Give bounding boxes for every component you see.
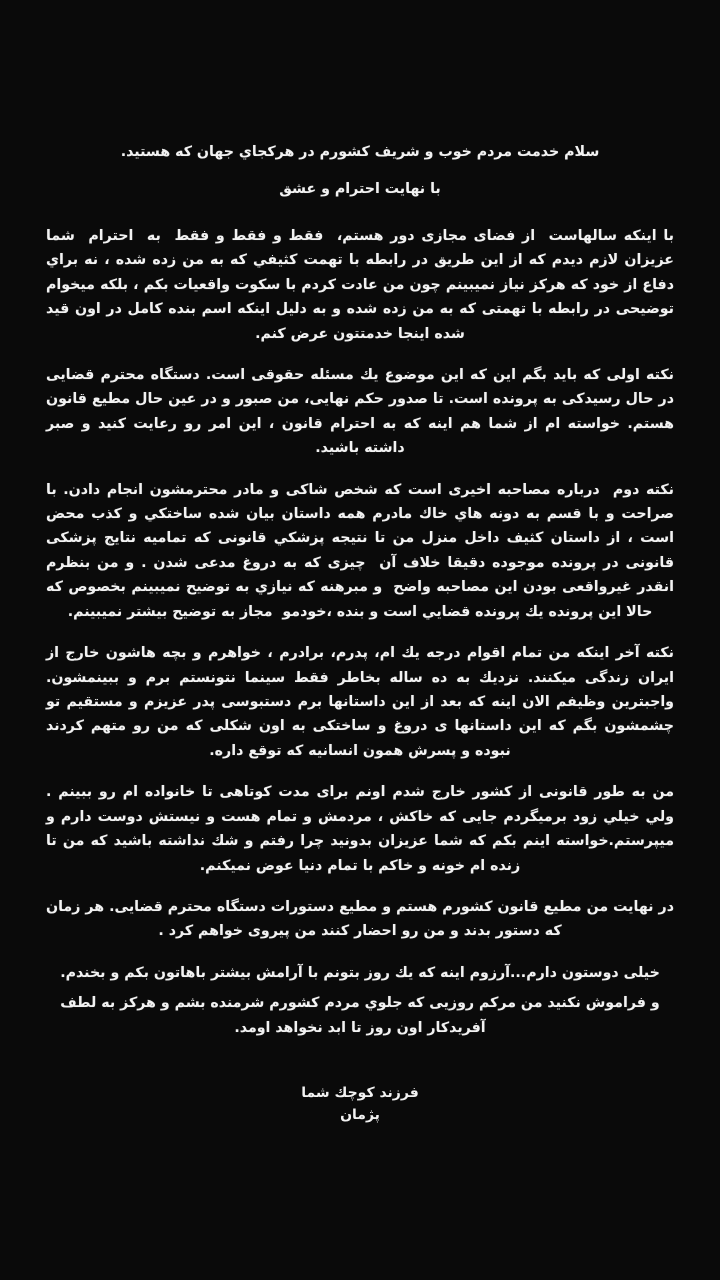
paragraph-5: من به طور قانونى از كشور خارج شدم اونم براى مدت كوتاهى تا خانواده ام رو ببينم . ولي خيلي زود برميگردم جايى كه خاكش ، مردمش و تمام هست و نيستش دوست دارم و ميپرستم.خواسته اينم بكم كه شما عزيزان بدونيد چرا رفتم و شك نداشته باشيد كه من تا زنده ام خونه و خاكم با تمام دنيا عوض نميكنم. — [41, 784, 674, 874]
paragraph-1: با اينكه سالهاست از فضاى مجازى دور هستم، فقط و فقط و فقط به احترام شما عزيزان لازم ديدم كه از اين طريق در رابطه با تهمت كثيفي كه به من زده شده ، نه براي دفاع از خود كه هركز نياز نميبينم چون من عادت كردم با سكوت واقعيات بكم ، بلكه ميخوام توضيحى در رابطه با تهمتى كه به من زده شده و به دليل اينكه اسم بنده كامل در اون قيد شده اينجا خدمتتون عرض كنم. — [41, 227, 674, 342]
subgreeting-text: با نهايت احترام و عشق — [279, 181, 441, 198]
closing-line-2: و فراموش نكنيد من مركم روزيى كه جلوي مردم كشورم شرمنده بشم و هركز به لطف آفريدكار اون روز تا ابد نخواهد اومد. — [55, 995, 660, 1036]
closing-line-1: خيلى دوستون دارم...آرزوم اينه كه يك روز بتونم با آرامش بيشتر باهاتون بكم و بخندم. — [60, 964, 660, 981]
signature — [46, 1083, 674, 1126]
paragraph-6: در نهايت من مطيع قانون كشورم هستم و مطيع دستورات دستگاه محترم قضايى. هر زمان كه دستور بدند و من رو احضار كنند من پيروى خواهم كرد ‌. — [41, 898, 674, 940]
paragraph-3: نكته دوم درباره مصاحبه اخيرى است كه شخص شاكى و مادر محترمشون انجام دادن. با صراحت و با قسم به دونه هاي خاك مادرم همه داستان بيان شده ساختكي و كذب محض است ، از داستان كثيف داخل منزل من تا نتيجه پزشكي قانونى كه تماميه نتايج پزشكى قانونى در پرونده موجوده دقيقا خلاف آن چيزى كه به دروغ مدعى شدن ‌. و من بنظرم انقدر غيرواقعى بودن اين مصاحبه واضح و مبرهنه كه نيازي به توضيح نميبينم بخصوص كه حالا اين پرونده يك پرونده قضايي است و بنده ،خودمو مجاز به توضيح بيشتر نميبينم. — [41, 481, 674, 620]
signature-line-2: پژمان — [340, 1106, 380, 1123]
bottom-spacer — [46, 1126, 674, 1240]
greeting-text: سلام خدمت مردم خوب و شريف كشورم در هركجاي جهان كه هستيد. — [120, 144, 600, 160]
paragraph-2: نكته اولى كه بايد بگم اين كه اين موضوع يك مسئله حقوقى است. دستگاه محترم قضايى در حال رسيدكى به پرونده است. تا صدور حكم نهايى، من صبور و در عين حال مطيع قانون هستم. خواسته ام از شما هم اينه كه به احترام قانون ، اين امر رو رعايت كنيد و صبر داشته باشيد. — [41, 366, 674, 457]
signature-line-1: فرزند كوچك شما — [301, 1085, 419, 1102]
paragraph-4: نكته آخر اينكه من تمام اقوام درجه يك ام، پدرم، برادرم ، خواهرم و بچه هاشون خارج از ايران زندگى ميكنند. نزديك به ده ساله بخاطر فقط سينما نتونستم برم و ببينمشون. واجبترين وظيفم الان اينه كه بعد از اين داستانها برم دستبوسى پدر عزيزم و مستقيم تو چشمشون بگم كه اين داستانها ى دروغ و ساختكى به اون شكلى كه من رو متهم كردند نبوده و پسرش همون انسانيه كه توقع داره. — [41, 645, 674, 759]
